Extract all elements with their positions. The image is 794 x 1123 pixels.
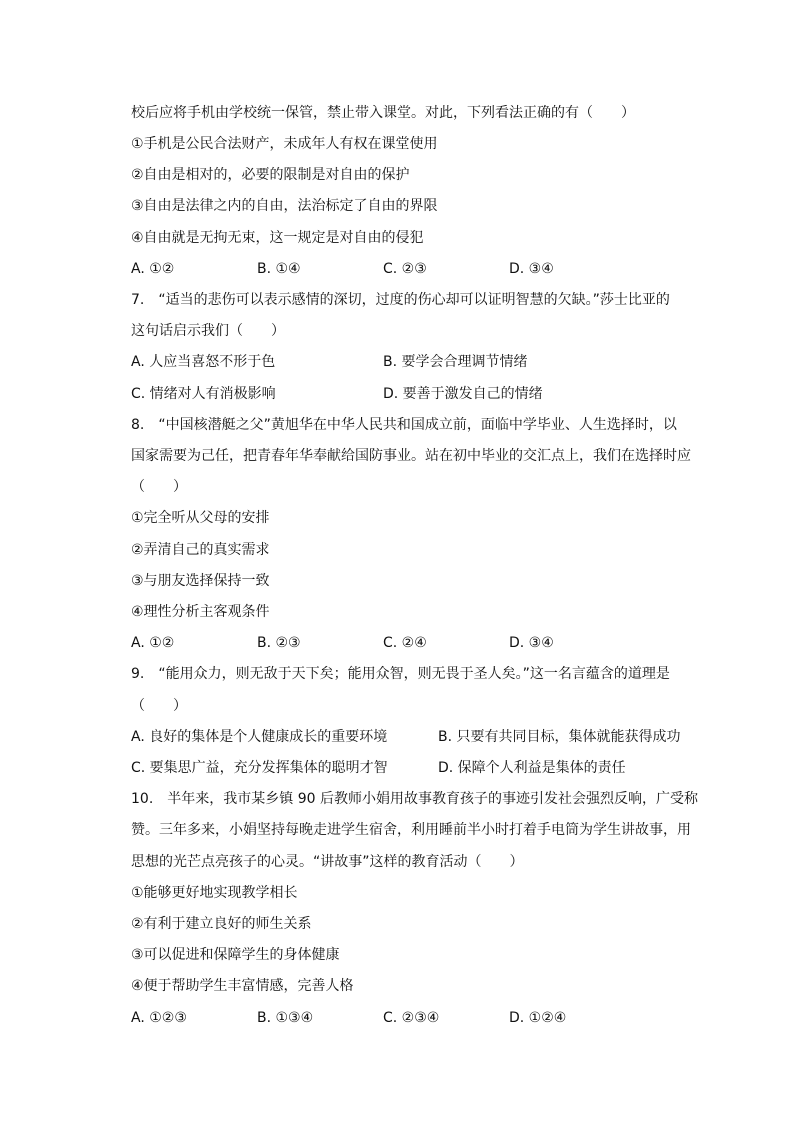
q7-option-a: A. 人应当喜怒不形于色 bbox=[131, 354, 276, 370]
q7-option-d: D. 要善于激发自己的情绪 bbox=[383, 386, 543, 402]
q8-option-b: B. ②③ bbox=[257, 635, 301, 651]
q10-stem-line-3: 思想的光芒点亮孩子的心灵。“讲故事”这样的教育活动（ ） bbox=[131, 854, 524, 870]
q9-option-c: C. 要集思广益，充分发挥集体的聪明才智 bbox=[131, 760, 388, 776]
q6-statement-3: ③自由是法律之内的自由，法治标定了自由的界限 bbox=[131, 198, 438, 214]
q10-option-c: C. ②③④ bbox=[383, 1010, 440, 1026]
q6-option-b: B. ①④ bbox=[257, 261, 301, 277]
q9-option-b: B. 只要有共同目标，集体就能获得成功 bbox=[438, 729, 681, 745]
q6-option-d: D. ③④ bbox=[509, 261, 554, 277]
q9-option-a: A. 良好的集体是个人健康成长的重要环境 bbox=[131, 729, 388, 745]
q6-statement-1: ①手机是公民合法财产，未成年人有权在课堂使用 bbox=[131, 136, 438, 152]
q7-stem-line-2: 这句话启示我们（ ） bbox=[131, 323, 285, 339]
q8-stem-line-2: 国家需要为己任，把青春年华奉献给国防事业。站在初中毕业的交汇点上，我们在选择时应 bbox=[131, 448, 691, 464]
q7-option-c: C. 情绪对人有消极影响 bbox=[131, 386, 276, 402]
q6-statement-4: ④自由就是无拘无束，这一规定是对自由的侵犯 bbox=[131, 230, 424, 246]
q10-statement-4: ④便于帮助学生丰富情感，完善人格 bbox=[131, 978, 354, 994]
q8-statement-1: ①完全听从父母的安排 bbox=[131, 510, 270, 526]
q10-stem-line-1: 10. 半年来，我市某乡镇 90 后教师小娟用故事教育孩子的事迹引发社会强烈反响，广受称 bbox=[131, 791, 698, 807]
q8-option-c: C. ②④ bbox=[383, 635, 427, 651]
q8-statement-2: ②弄清自己的真实需求 bbox=[131, 542, 270, 558]
q10-stem-line-2: 赞。三年多来，小娟坚持每晚走进学生宿舍，利用睡前半小时打着手电筒为学生讲故事，用 bbox=[131, 822, 691, 838]
q6-option-c: C. ②③ bbox=[383, 261, 427, 277]
q8-statement-4: ④理性分析主客观条件 bbox=[131, 604, 270, 620]
q10-option-d: D. ①②④ bbox=[509, 1010, 567, 1026]
q8-option-d: D. ③④ bbox=[509, 635, 554, 651]
q6-statement-2: ②自由是相对的，必要的限制是对自由的保护 bbox=[131, 167, 410, 183]
q10-statement-3: ③可以促进和保障学生的身体健康 bbox=[131, 947, 340, 963]
q8-stem-line-1: 8. “中国核潜艇之父”黄旭华在中华人民共和国成立前，面临中学毕业、人生选择时，以 bbox=[131, 417, 677, 433]
q10-statement-2: ②有利于建立良好的师生关系 bbox=[131, 916, 312, 932]
q6-option-a: A. ①② bbox=[131, 261, 175, 277]
q8-stem-line-3: （ ） bbox=[131, 479, 187, 495]
q6-stem-tail: 校后应将手机由学校统一保管，禁止带入课堂。对此，下列看法正确的有（ ） bbox=[131, 105, 635, 121]
q9-stem-line-2: （ ） bbox=[131, 698, 187, 714]
q10-option-b: B. ①③④ bbox=[257, 1010, 314, 1026]
q9-option-d: D. 保障个人利益是集体的责任 bbox=[438, 760, 626, 776]
q10-option-a: A. ①②③ bbox=[131, 1010, 187, 1026]
q9-stem-line-1: 9. “能用众力，则无敌于天下矣；能用众智，则无畏于圣人矣。”这一名言蕴含的道理是 bbox=[131, 666, 670, 682]
q10-statement-1: ①能够更好地实现教学相长 bbox=[131, 885, 298, 901]
q7-option-b: B. 要学会合理调节情绪 bbox=[383, 354, 528, 370]
q8-statement-3: ③与朋友选择保持一致 bbox=[131, 573, 270, 589]
q7-stem-line-1: 7. “适当的悲伤可以表示感情的深切，过度的伤心却可以证明智慧的欠缺。”莎士比亚的 bbox=[131, 292, 670, 308]
q8-option-a: A. ①② bbox=[131, 635, 175, 651]
